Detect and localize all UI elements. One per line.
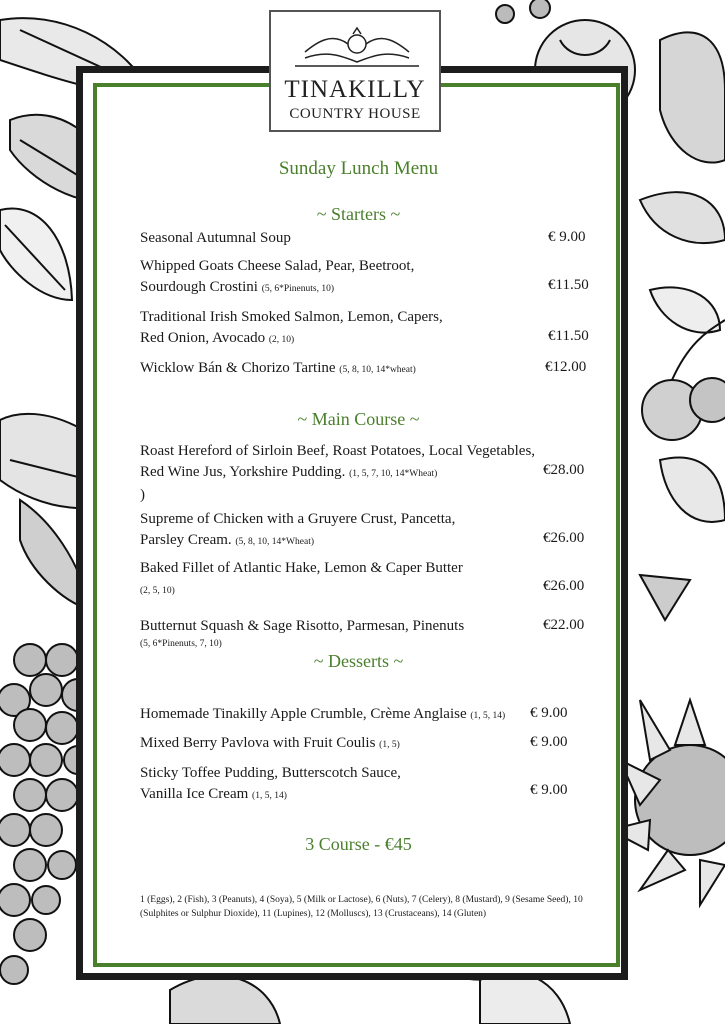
logo-name: TINAKILLY [284, 76, 426, 103]
dessert-price: € 9.00 [530, 782, 568, 798]
main-price: €28.00 [543, 462, 585, 478]
starter-item: Whipped Goats Cheese Salad, Pear, Beetroot, Sourdough Crostini (5, 6*Pinenuts, 10) [140, 258, 415, 295]
menu-title: Sunday Lunch Menu [278, 158, 439, 179]
starters-heading: ~ Starters ~ [316, 204, 401, 224]
dessert-price: € 9.00 [530, 705, 568, 721]
logo-subtitle: COUNTRY HOUSE [289, 106, 421, 122]
dessert-item: Mixed Berry Pavlova with Fruit Coulis (1, 5) [140, 735, 400, 751]
starter-price: €11.50 [548, 328, 589, 344]
dessert-item: Sticky Toffee Pudding, Butterscotch Sauce, Vanilla Ice Cream (1, 5, 14) [140, 765, 401, 802]
tinakilly-logo [269, 10, 441, 132]
main-course-heading: ~ Main Course ~ [297, 409, 420, 429]
main-item: Butternut Squash & Sage Risotto, Parmesan, Pinenuts (5, 6*Pinenuts, 7, 10) [140, 618, 465, 649]
dessert-price: € 9.00 [530, 734, 568, 750]
starter-item: Wicklow Bán & Chorizo Tartine (5, 8, 10, 14*wheat) [140, 360, 416, 376]
starter-price: €11.50 [548, 277, 589, 293]
main-price: €22.00 [543, 617, 585, 633]
starter-price: € 9.00 [548, 229, 586, 245]
main-item: Supreme of Chicken with a Gruyere Crust, Pancetta, Parsley Cream. (5, 8, 10, 14*Wheat) [140, 511, 456, 548]
crest-icon [287, 24, 427, 74]
allergen-key: 1 (Eggs), 2 (Fish), 3 (Peanuts), 4 (Soya), 5 (Milk or Lactose), 6 (Nuts), 7 (Celery), 8 (Mustard), 9 (Sesame Seed), 10 (Sulphites or Sulphur Dioxide), 11 (Lupines), 12 (Molluscs), 13 (Crustaceans), 14 (Gluten) [140, 895, 583, 919]
main-price: €26.00 [543, 578, 585, 594]
starter-price: €12.00 [545, 359, 587, 375]
dessert-item: Homemade Tinakilly Apple Crumble, Crème Anglaise (1, 5, 14) [140, 706, 506, 722]
main-price: €26.00 [543, 530, 585, 546]
main-item: Roast Hereford of Sirloin Beef, Roast Potatoes, Local Vegetables, Red Wine Jus, Yorkshire Pudding. (1, 5, 7, 10, 14*Wheat) ) [140, 443, 536, 503]
starter-item: Seasonal Autumnal Soup [140, 230, 291, 246]
desserts-heading: ~ Desserts ~ [313, 651, 404, 671]
three-course-price: 3 Course - €45 [305, 834, 412, 854]
starter-item: Traditional Irish Smoked Salmon, Lemon, Capers, Red Onion, Avocado (2, 10) [140, 309, 443, 346]
main-item: Baked Fillet of Atlantic Hake, Lemon & Caper Butter (2, 5, 10) [140, 560, 463, 596]
